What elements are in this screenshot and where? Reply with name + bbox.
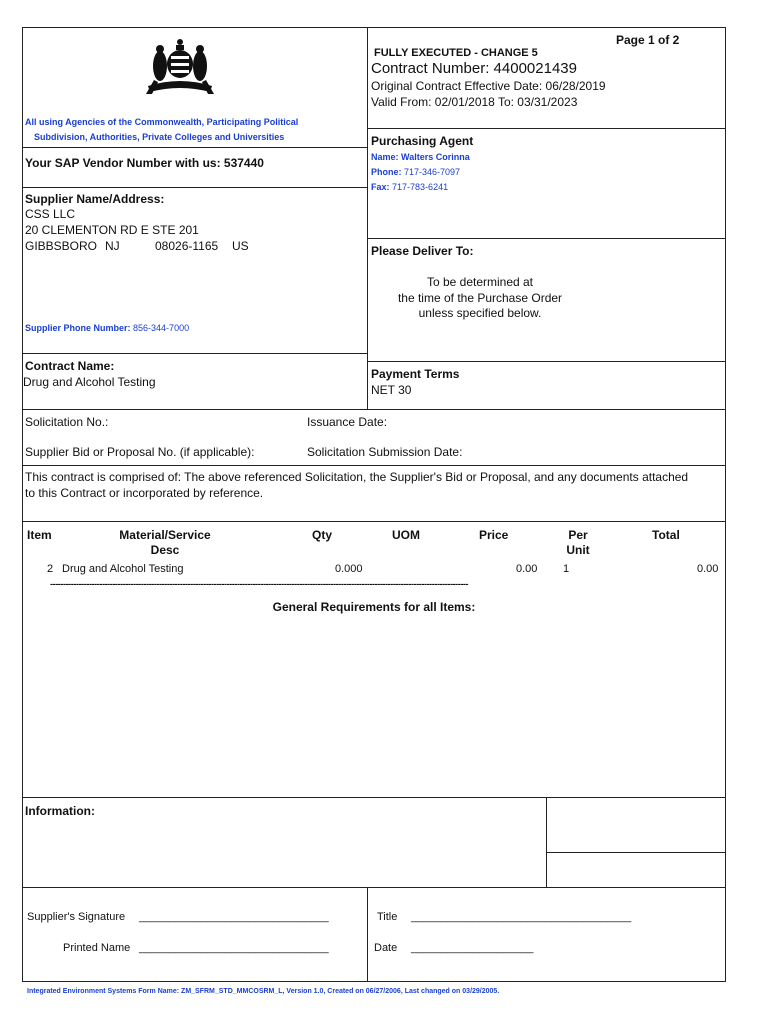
payment-terms-heading: Payment Terms xyxy=(371,367,460,381)
agent-phone xyxy=(371,167,460,177)
row-item-qty: 0.000 xyxy=(335,563,363,575)
valid-dates: Valid From: 02/01/2018 To: 03/31/2023 xyxy=(371,95,578,109)
agent-phone-label: Phone: xyxy=(371,167,402,177)
divider-header-right xyxy=(367,128,726,129)
commonwealth-seal-logo xyxy=(140,36,220,98)
contract-status: FULLY EXECUTED - CHANGE 5 xyxy=(374,47,538,59)
col-header-total: Total xyxy=(652,528,680,542)
agent-name xyxy=(371,152,470,162)
issuance-date: Issuance Date: xyxy=(307,415,388,429)
deliver-to-line-3: unless specified below. xyxy=(418,306,542,320)
deliver-to-line-2: the time of the Purchase Order xyxy=(397,291,563,305)
supplier-signature-line[interactable]: _______________________________ xyxy=(139,911,329,923)
agent-phone-value: 717-346-7097 xyxy=(404,167,461,177)
contract-name-heading: Contract Name: xyxy=(25,359,115,373)
deliver-to-heading: Please Deliver To: xyxy=(371,244,474,258)
row-item-per: 1 xyxy=(563,563,570,575)
supplier-city: GIBBSBORO xyxy=(25,239,98,253)
divider-contract-name xyxy=(22,409,726,410)
form-footer: Integrated Environment Systems Form Name: ZM_SFRM_STD_MMCOSRM_L, Version 1.0, Created on 06/27/2006, Last changed on 03/29/2005. xyxy=(27,988,500,995)
agent-name-label: Name: xyxy=(371,152,399,162)
supplier-phone-value: 856-344-7000 xyxy=(133,323,190,333)
col-header-uom: UOM xyxy=(392,528,420,542)
center-divider xyxy=(367,27,368,409)
title-label: Title xyxy=(377,911,398,923)
agencies-line-1: All using Agencies of the Commonwealth, Participating Political xyxy=(25,117,299,127)
col-header-desc-1: Material/Service xyxy=(119,528,211,542)
supplier-street: 20 CLEMENTON RD E STE 201 xyxy=(25,223,199,237)
row-item-total: 0.00 xyxy=(697,563,719,575)
supplier-heading: Supplier Name/Address: xyxy=(25,192,165,206)
row-item-price: 0.00 xyxy=(516,563,538,575)
info-side-divider xyxy=(546,797,547,887)
divider-solicitation xyxy=(22,465,726,466)
info-side-mid xyxy=(546,852,726,853)
supplier-name: CSS LLC xyxy=(25,207,76,221)
divider-agent xyxy=(367,238,726,239)
comprised-line-1: This contract is comprised of: The above referenced Solicitation, the Supplier's Bid or Proposal, and any documents attached xyxy=(25,470,689,484)
signature-divider xyxy=(367,887,368,982)
vendor-number: Your SAP Vendor Number with us: 537440 xyxy=(25,156,264,170)
solicitation-number: Solicitation No.: xyxy=(25,415,109,429)
col-header-per-2: Unit xyxy=(566,543,590,557)
submission-date: Solicitation Submission Date: xyxy=(307,445,463,459)
contract-name-value: Drug and Alcohol Testing xyxy=(23,375,156,389)
page-number: Page 1 of 2 xyxy=(616,33,680,47)
information-label: Information: xyxy=(25,804,95,818)
divider-comprised xyxy=(22,521,726,522)
col-header-item: Item xyxy=(27,528,52,542)
divider-vendor xyxy=(22,187,367,188)
bid-proposal-number: Supplier Bid or Proposal No. (if applicable): xyxy=(25,445,255,459)
deliver-to-line-1: To be determined at xyxy=(426,275,534,289)
printed-name-label: Printed Name xyxy=(63,942,131,954)
divider-information xyxy=(22,797,726,798)
col-header-qty: Qty xyxy=(312,528,333,542)
payment-terms-value: NET 30 xyxy=(371,383,412,397)
title-line[interactable]: ____________________________________ xyxy=(411,911,632,923)
general-requirements: General Requirements for all Items: xyxy=(272,600,476,614)
supplier-signature-label: Supplier's Signature xyxy=(27,911,126,923)
item-separator: ----------------------------------------------------------------------------------------------------------------------------------------------------------------- xyxy=(50,579,469,589)
divider-supplier xyxy=(22,353,367,354)
supplier-state: NJ xyxy=(105,239,120,253)
divider-deliver xyxy=(367,361,726,362)
original-effective-date: Original Contract Effective Date: 06/28/2019 xyxy=(371,79,606,93)
purchasing-agent-heading: Purchasing Agent xyxy=(371,134,474,148)
comprised-line-2: to this Contract or incorporated by reference. xyxy=(25,486,264,500)
divider-signature xyxy=(22,887,726,888)
col-header-desc-2: Desc xyxy=(150,543,180,557)
row-item-desc: Drug and Alcohol Testing xyxy=(62,563,184,575)
supplier-phone-label: Supplier Phone Number: xyxy=(25,323,131,333)
supplier-phone xyxy=(25,323,189,333)
agent-name-value: Walters Corinna xyxy=(401,152,470,162)
agencies-line-2: Subdivision, Authorities, Private Colleges and Universities xyxy=(34,132,285,142)
col-header-price: Price xyxy=(479,528,509,542)
supplier-zip: 08026-1165 xyxy=(155,239,219,253)
row-item-number: 2 xyxy=(47,563,54,575)
agent-fax-value: 717-783-6241 xyxy=(392,182,449,192)
date-label: Date xyxy=(374,942,398,954)
agent-fax xyxy=(371,182,448,192)
contract-number: Contract Number: 4400021439 xyxy=(371,60,577,77)
agent-fax-label: Fax: xyxy=(371,182,390,192)
col-header-per-1: Per xyxy=(568,528,588,542)
divider-header-left xyxy=(22,147,367,148)
printed-name-line[interactable]: _______________________________ xyxy=(139,942,329,954)
date-line[interactable]: ____________________ xyxy=(411,942,534,954)
supplier-country: US xyxy=(232,239,249,253)
